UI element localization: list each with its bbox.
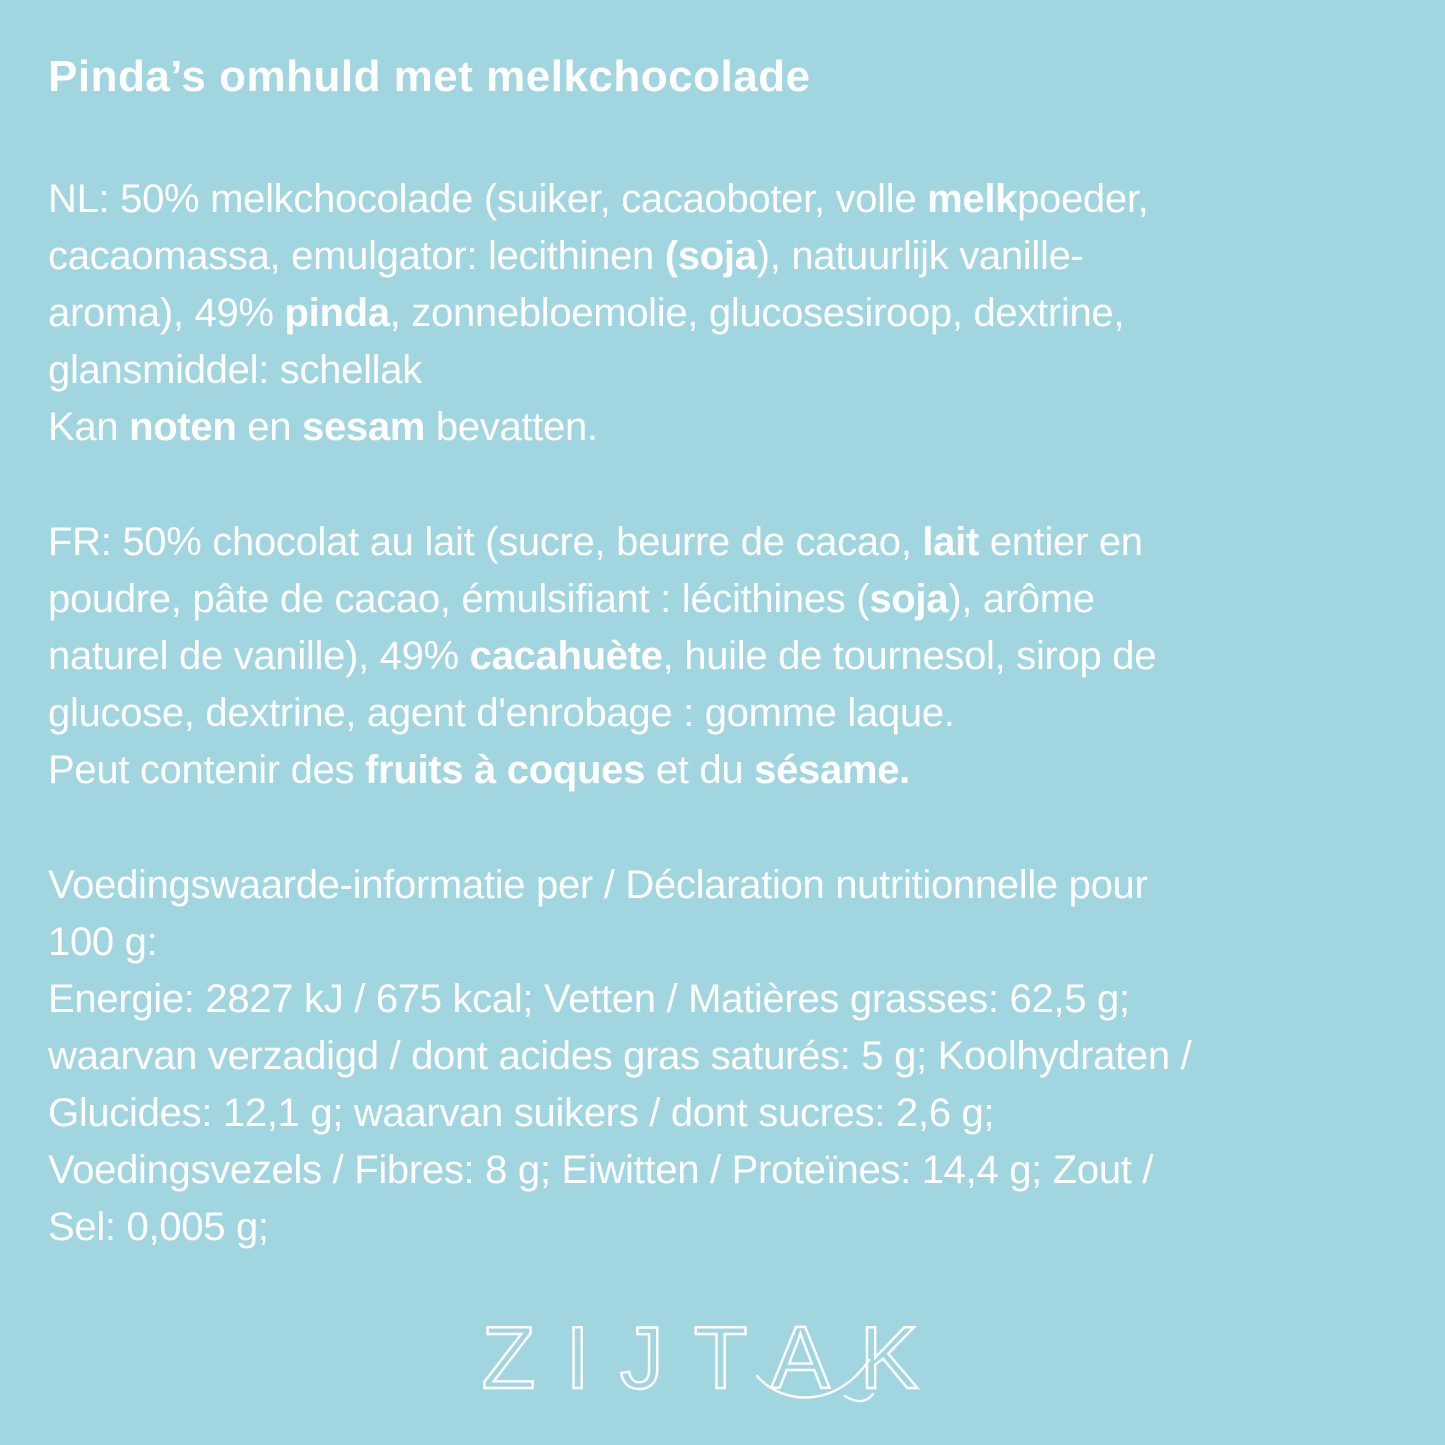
ingredients-fr-block — [48, 514, 1401, 799]
product-title: Pinda’s omhuld met melkchocolade — [48, 52, 811, 101]
text-line: waarvan verzadigd / dont acides gras saturés: 5 g; Koolhydraten / — [48, 1034, 1192, 1078]
text-line: FR: 50% chocolat au lait (sucre, beurre de cacao, lait entier en — [48, 520, 1143, 564]
brand-logo-text: ZIJTAK — [481, 1308, 948, 1407]
text-line: glucose, dextrine, agent d'enrobage : gomme laque. — [48, 691, 955, 735]
product-label — [48, 48, 1401, 1427]
ingredients-nl-block — [48, 171, 1401, 456]
text-line: Sel: 0,005 g; — [48, 1205, 269, 1249]
text-line: Peut contenir des fruits à coques et du sésame. — [48, 748, 910, 792]
nutrition-info-block — [48, 857, 1401, 1256]
text-line: Voedingsvezels / Fibres: 8 g; Eiwitten / Proteïnes: 14,4 g; Zout / — [48, 1148, 1154, 1192]
text-line: Energie: 2827 kJ / 675 kcal; Vetten / Matières grasses: 62,5 g; — [48, 977, 1130, 1021]
text-line: glansmiddel: schellak — [48, 348, 422, 392]
text-line: naturel de vanille), 49% cacahuète, huile de tournesol, sirop de — [48, 634, 1157, 678]
text-line: cacaomassa, emulgator: lecithinen (soja), natuurlijk vanille- — [48, 234, 1084, 278]
text-line: Glucides: 12,1 g; waarvan suikers / dont sucres: 2,6 g; — [48, 1091, 995, 1135]
text-line: Voedingswaarde-informatie per / Déclaration nutritionnelle pour — [48, 863, 1148, 907]
text-line: Kan noten en sesam bevatten. — [48, 405, 598, 449]
text-line: 100 g: — [48, 920, 158, 964]
text-line: NL: 50% melkchocolade (suiker, cacaoboter, volle melkpoeder, — [48, 177, 1149, 221]
text-line: poudre, pâte de cacao, émulsifiant : lécithines (soja), arôme — [48, 577, 1095, 621]
brand-logo-graphic — [465, 1302, 985, 1422]
text-line: aroma), 49% pinda, zonnebloemolie, glucosesiroop, dextrine, — [48, 291, 1125, 335]
brand-logo — [48, 1302, 1401, 1427]
